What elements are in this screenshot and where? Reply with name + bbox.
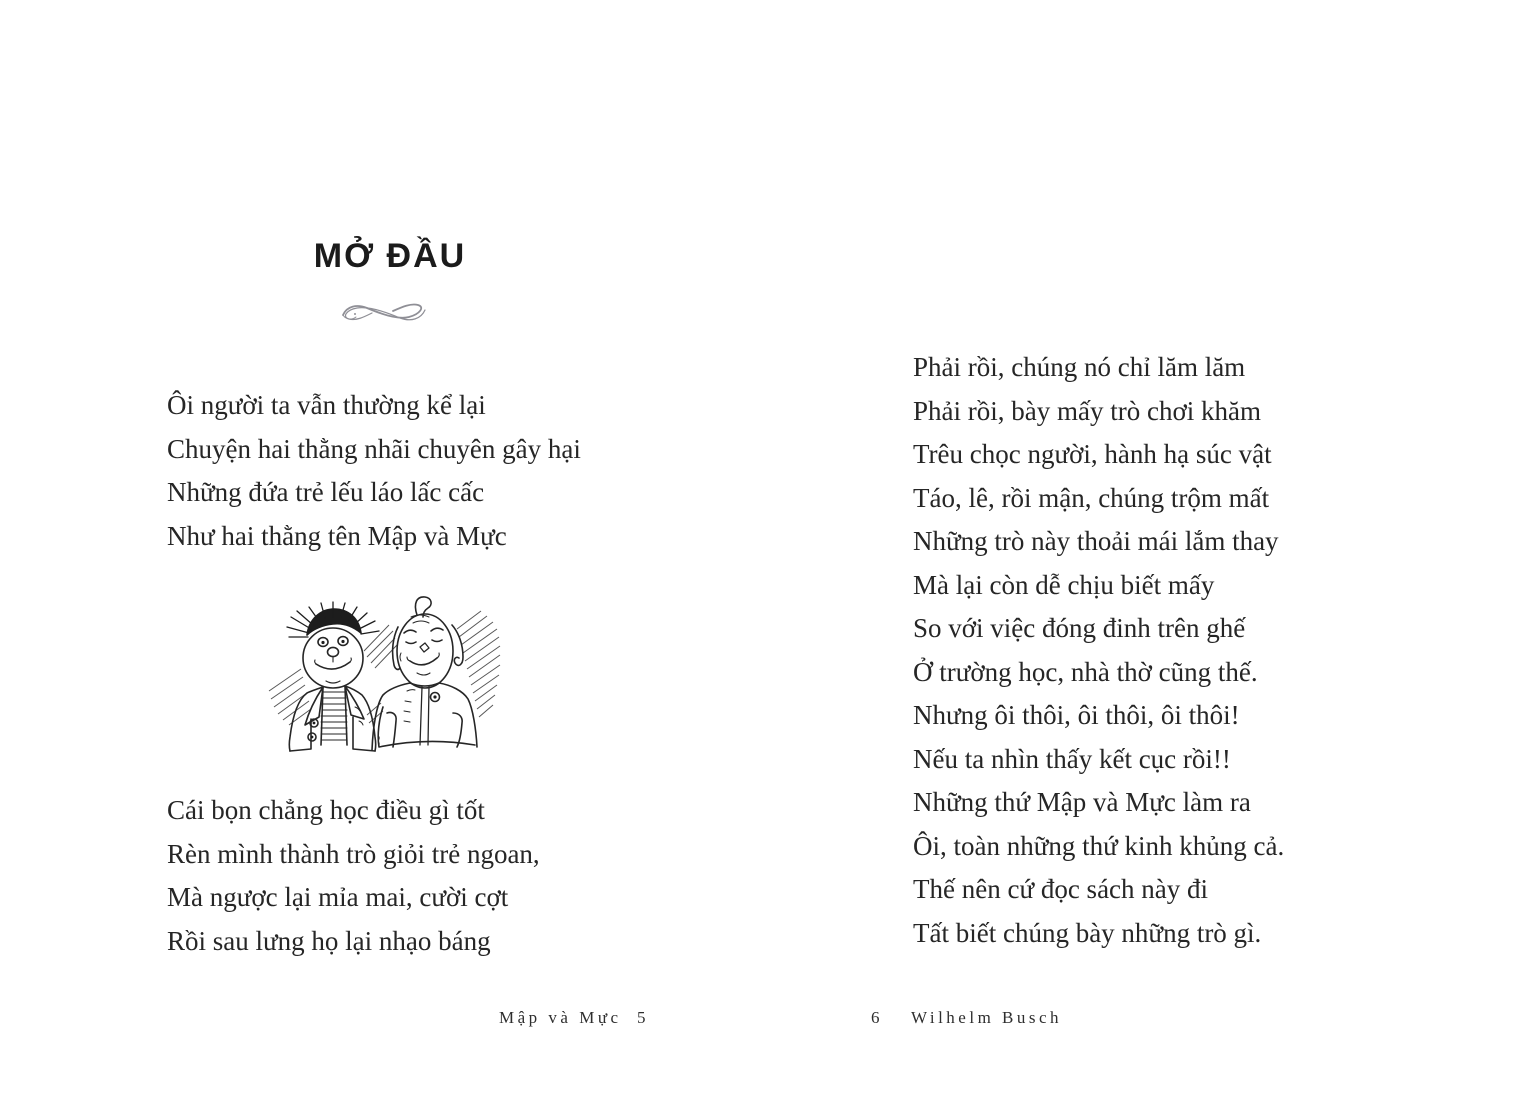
- poem-line: Ở trường học, nhà thờ cũng thế.: [913, 656, 1258, 687]
- running-title: Mập và Mực: [499, 1008, 622, 1027]
- page-number-right: 6: [871, 1008, 883, 1027]
- poem-line: Phải rồi, chúng nó chỉ lăm lăm: [913, 352, 1246, 382]
- poem-line: Ôi người ta vẫn thường kể lại: [167, 390, 486, 420]
- poem-line: Những trò này thoải mái lắm thay: [913, 526, 1279, 556]
- right-boy: [372, 597, 477, 750]
- poem-line: Những thứ Mập và Mực làm ra: [913, 787, 1251, 817]
- two-boys-svg: [267, 595, 501, 755]
- flourish-svg: [340, 299, 428, 326]
- hatching-left: [269, 669, 311, 725]
- two-boys-illustration: [267, 595, 501, 755]
- poem-line: Trêu chọc người, hành hạ súc vật: [913, 439, 1272, 469]
- poem-stanza-1: [167, 384, 581, 558]
- poem-line: Rèn mình thành trò giỏi trẻ ngoan,: [167, 838, 540, 869]
- poem-line: Ôi, toàn những thứ kinh khủng cả.: [913, 830, 1285, 861]
- poem-column: [913, 346, 1284, 955]
- poem-line: Nhưng ôi thôi, ôi thôi, ôi thôi!: [913, 700, 1240, 730]
- hatching-right: [457, 611, 500, 717]
- poem-line: Thế nên cứ đọc sách này đi: [913, 874, 1209, 904]
- poem-line: Như hai thằng tên Mập và Mực: [167, 520, 507, 551]
- poem-line: Chuyện hai thằng nhãi chuyên gây hại: [167, 433, 581, 464]
- poem-line: So với việc đóng đinh trên ghế: [913, 613, 1246, 643]
- running-author: Wilhelm Busch: [911, 1008, 1063, 1027]
- flourish-ornament-icon: [340, 299, 428, 326]
- chapter-title: MỞ ĐẦU: [313, 237, 467, 275]
- poem-line: Mà lại còn dễ chịu biết mấy: [913, 569, 1215, 600]
- poem-line: Táo, lê, rồi mận, chúng trộm mất: [913, 482, 1270, 513]
- poem-line: Phải rồi, bày mấy trò chơi khăm: [913, 395, 1261, 426]
- poem-line: Tất biết chúng bày những trò gì.: [913, 917, 1262, 948]
- poem-line: Cái bọn chẳng học điều gì tốt: [167, 795, 485, 825]
- poem-line: Rồi sau lưng họ lại nhạo báng: [167, 925, 491, 956]
- poem-line: Những đứa trẻ lếu láo lấc cấc: [167, 477, 485, 507]
- poem-line: Mà ngược lại mỉa mai, cười cợt: [167, 882, 509, 912]
- left-boy: [287, 602, 379, 751]
- poem-line: Nếu ta nhìn thấy kết cục rồi!!: [913, 743, 1231, 774]
- page-number-left: 5: [637, 1008, 649, 1027]
- poem-stanza-2: [167, 789, 540, 963]
